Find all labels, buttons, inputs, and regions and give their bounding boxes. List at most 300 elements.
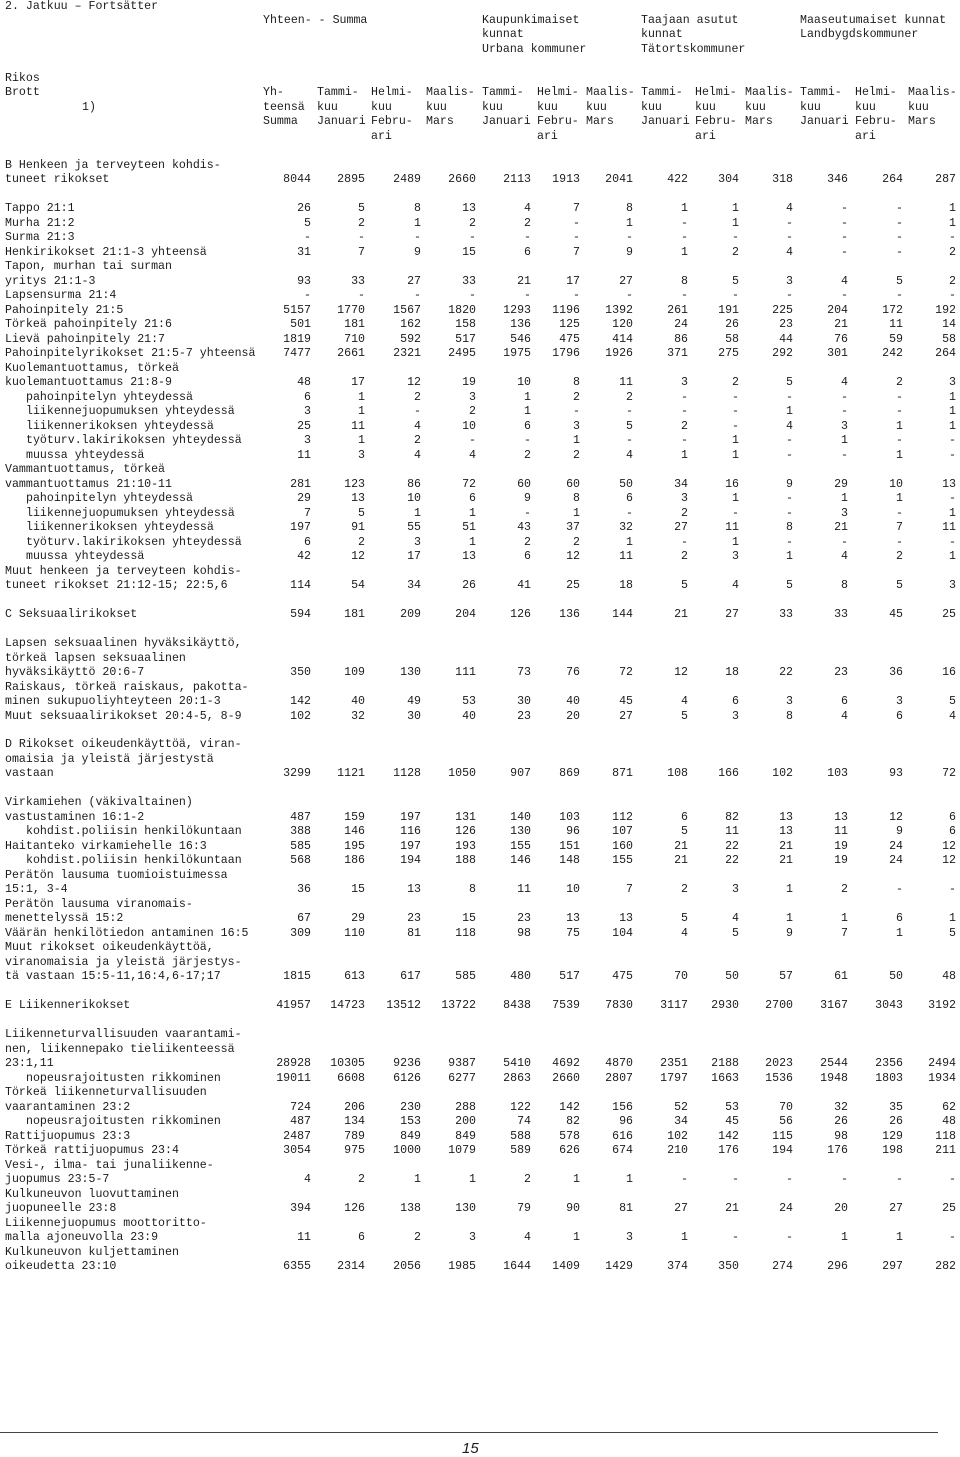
table-cell: - xyxy=(626,506,633,520)
table-cell: 4 xyxy=(524,202,531,216)
table-cell: 2 xyxy=(414,390,421,404)
table-cell: 198 xyxy=(882,1144,903,1158)
table-cell: 2 xyxy=(681,419,688,433)
table-cell: 129 xyxy=(882,1129,903,1143)
table-cell: 9 xyxy=(786,477,793,491)
table-cell: 907 xyxy=(510,767,531,781)
table-cell: - xyxy=(469,231,476,245)
table-cell: 81 xyxy=(619,1202,633,1216)
table-cell: 75 xyxy=(566,926,580,940)
table-cell: 23 xyxy=(407,912,421,926)
table-cell: 32 xyxy=(834,1100,848,1114)
table-cell: - xyxy=(358,289,365,303)
table-cell: 21 xyxy=(834,318,848,332)
table-cell: 1820 xyxy=(448,303,476,317)
footer-divider xyxy=(0,1432,938,1433)
table-cell: 91 xyxy=(351,521,365,535)
table-cell: 130 xyxy=(400,666,421,680)
row-label: Vesi-, ilma- tai junaliikenne- xyxy=(5,1158,214,1172)
table-cell: 592 xyxy=(400,332,421,346)
table-cell: 102 xyxy=(290,709,311,723)
table-cell: 29 xyxy=(297,492,311,506)
row-label: vastustaminen 16:1-2 xyxy=(5,810,145,824)
table-cell: 3054 xyxy=(283,1144,311,1158)
row-label: menettelyssä 15:2 xyxy=(5,912,124,926)
table-cell: 1079 xyxy=(448,1144,476,1158)
table-cell: 6 xyxy=(469,492,476,506)
table-cell: 103 xyxy=(559,810,580,824)
table-cell: 585 xyxy=(290,839,311,853)
table-cell: 21 xyxy=(725,1202,739,1216)
table-cell: 11 xyxy=(517,883,531,897)
table-cell: 6 xyxy=(524,550,531,564)
sub-row-label: muussa yhteydessä xyxy=(26,448,145,462)
row-label: tuneet rikokset 21:12-15; 22:5,6 xyxy=(5,579,228,593)
table-cell: 50 xyxy=(889,970,903,984)
table-cell: 33 xyxy=(779,608,793,622)
row-label: juopumus 23:5-7 xyxy=(5,1173,110,1187)
row-label: vaarantaminen 23:2 xyxy=(5,1100,131,1114)
table-cell: 1 xyxy=(469,506,476,520)
table-cell: 155 xyxy=(510,839,531,853)
row-label: Rattijuopumus 23:3 xyxy=(5,1129,131,1143)
row-label: tä vastaan 15:5-11,16:4,6-17;17 xyxy=(5,970,221,984)
table-cell: 195 xyxy=(344,839,365,853)
table-cell: 2 xyxy=(681,506,688,520)
table-cell: 13 xyxy=(407,883,421,897)
table-cell: - xyxy=(841,245,848,259)
table-cell: - xyxy=(896,390,903,404)
column-header: Januari xyxy=(800,115,849,129)
table-cell: 15 xyxy=(351,883,365,897)
row-label: Pahoinpitelyrikokset 21:5-7 yhteensä xyxy=(5,347,256,361)
table-cell: 2544 xyxy=(820,1057,848,1071)
table-cell: 388 xyxy=(290,825,311,839)
table-cell: - xyxy=(896,434,903,448)
table-cell: - xyxy=(681,1173,688,1187)
row-label: Perätön lausuma tuomioistuimessa xyxy=(5,868,228,882)
column-header: Januari xyxy=(641,115,690,129)
table-cell: 1 xyxy=(524,390,531,404)
table-cell: 546 xyxy=(510,332,531,346)
table-cell: 19011 xyxy=(276,1071,311,1085)
table-cell: 7 xyxy=(304,506,311,520)
table-cell: - xyxy=(524,289,531,303)
table-cell: 21 xyxy=(674,839,688,853)
table-cell: 19 xyxy=(834,839,848,853)
table-cell: 1 xyxy=(896,419,903,433)
table-cell: 197 xyxy=(290,521,311,535)
row-label: omaisia ja yleistä järjestystä xyxy=(5,752,214,766)
table-cell: 5 xyxy=(626,419,633,433)
sub-row-label: kohdist.poliisin henkilökuntaan xyxy=(26,825,242,839)
table-cell: - xyxy=(786,1173,793,1187)
table-cell: - xyxy=(732,390,739,404)
table-cell: 186 xyxy=(344,854,365,868)
table-cell: 93 xyxy=(297,274,311,288)
table-cell: 122 xyxy=(510,1100,531,1114)
table-cell: - xyxy=(896,1173,903,1187)
column-header: Febru- xyxy=(695,115,737,129)
row-label: yritys 21:1-3 xyxy=(5,274,96,288)
table-cell: 18 xyxy=(619,579,633,593)
table-cell: 350 xyxy=(290,666,311,680)
table-cell: 136 xyxy=(559,608,580,622)
table-cell: 3 xyxy=(304,434,311,448)
table-cell: 25 xyxy=(297,419,311,433)
table-cell: 70 xyxy=(674,970,688,984)
table-cell: 1644 xyxy=(503,1260,531,1274)
table-cell: 21 xyxy=(674,854,688,868)
table-cell: 130 xyxy=(510,825,531,839)
table-cell: 8 xyxy=(469,883,476,897)
table-cell: 158 xyxy=(455,318,476,332)
table-cell: 6 xyxy=(304,390,311,404)
table-cell: 6 xyxy=(896,709,903,723)
table-cell: - xyxy=(949,1173,956,1187)
table-cell: 43 xyxy=(517,521,531,535)
table-cell: 2023 xyxy=(765,1057,793,1071)
table-cell: 487 xyxy=(290,1115,311,1129)
table-cell: 62 xyxy=(942,1100,956,1114)
sub-row-label: pahoinpitelyn yhteydessä xyxy=(26,492,193,506)
table-cell: 10 xyxy=(407,492,421,506)
table-cell: 2489 xyxy=(393,173,421,187)
column-header: kuu xyxy=(641,100,662,114)
sub-row-label: työturv.lakirikoksen yhteydessä xyxy=(26,535,242,549)
table-cell: - xyxy=(732,506,739,520)
table-cell: 264 xyxy=(935,347,956,361)
table-cell: 16 xyxy=(942,666,956,680)
column-header: kuu xyxy=(695,100,716,114)
column-header: Januari xyxy=(482,115,531,129)
row-label: Muut rikokset oikeudenkäyttöä, xyxy=(5,941,214,955)
sub-row-label: liikennerikoksen yhteydessä xyxy=(26,521,214,535)
table-cell: 200 xyxy=(455,1115,476,1129)
column-header: kuu xyxy=(908,100,929,114)
table-cell: 31 xyxy=(297,245,311,259)
table-cell: 2188 xyxy=(711,1057,739,1071)
table-cell: 1 xyxy=(732,535,739,549)
table-cell: 9 xyxy=(524,492,531,506)
table-cell: 5 xyxy=(304,216,311,230)
column-header: Helmi- xyxy=(371,86,413,100)
table-cell: 318 xyxy=(772,173,793,187)
table-cell: 2660 xyxy=(448,173,476,187)
table-cell: 24 xyxy=(674,318,688,332)
table-cell: 674 xyxy=(612,1144,633,1158)
table-cell: 176 xyxy=(718,1144,739,1158)
table-cell: - xyxy=(949,1231,956,1245)
table-cell: 6 xyxy=(626,492,633,506)
table-cell: 297 xyxy=(882,1260,903,1274)
table-cell: - xyxy=(949,289,956,303)
table-cell: 1 xyxy=(841,912,848,926)
table-cell: 2 xyxy=(573,535,580,549)
table-cell: - xyxy=(524,231,531,245)
table-cell: 2314 xyxy=(337,1260,365,1274)
table-cell: 15 xyxy=(462,245,476,259)
table-cell: 9 xyxy=(896,825,903,839)
column-header: Maalis- xyxy=(426,86,475,100)
table-cell: 29 xyxy=(834,477,848,491)
table-cell: 4 xyxy=(732,579,739,593)
table-cell: 1 xyxy=(949,550,956,564)
table-cell: 1 xyxy=(896,448,903,462)
column-header: Mars xyxy=(586,115,614,129)
column-group-header: Kaupunkimaiset xyxy=(482,13,580,27)
table-cell: 275 xyxy=(718,347,739,361)
column-header: Mars xyxy=(426,115,454,129)
table-cell: 849 xyxy=(455,1129,476,1143)
table-cell: 153 xyxy=(400,1115,421,1129)
table-cell: 74 xyxy=(517,1115,531,1129)
table-cell: 849 xyxy=(400,1129,421,1143)
table-cell: 5 xyxy=(949,695,956,709)
column-group-header: kunnat xyxy=(641,28,683,42)
table-cell: 98 xyxy=(517,926,531,940)
row-label: D Rikokset oikeudenkäyttöä, viran- xyxy=(5,738,242,752)
table-cell: 10 xyxy=(566,883,580,897)
column-header: ari xyxy=(855,129,876,143)
table-cell: - xyxy=(469,434,476,448)
table-cell: 475 xyxy=(612,970,633,984)
table-cell: - xyxy=(786,434,793,448)
table-cell: 2660 xyxy=(552,1071,580,1085)
sub-row-label: liikennerikoksen yhteydessä xyxy=(26,419,214,433)
table-cell: 2 xyxy=(414,434,421,448)
table-cell: 36 xyxy=(297,883,311,897)
table-cell: 151 xyxy=(559,839,580,853)
table-cell: 2 xyxy=(896,550,903,564)
table-cell: 4870 xyxy=(605,1057,633,1071)
column-header: Maalis- xyxy=(745,86,794,100)
table-cell: 2 xyxy=(358,216,365,230)
table-cell: 49 xyxy=(407,695,421,709)
row-label: hyväksikäyttö 20:6-7 xyxy=(5,666,145,680)
table-cell: 4 xyxy=(524,1231,531,1245)
table-cell: 17 xyxy=(351,376,365,390)
table-cell: 11 xyxy=(725,521,739,535)
row-label: Kuolemantuottamus, törkeä xyxy=(5,361,179,375)
table-cell: 1 xyxy=(573,1231,580,1245)
table-cell: - xyxy=(681,231,688,245)
table-cell: 710 xyxy=(344,332,365,346)
column-header: kuu xyxy=(537,100,558,114)
table-cell: 871 xyxy=(612,767,633,781)
table-cell: 1 xyxy=(786,550,793,564)
table-cell: 11 xyxy=(942,521,956,535)
row-label: törkeä lapsen seksuaalinen xyxy=(5,651,186,665)
table-cell: 21 xyxy=(517,274,531,288)
table-cell: - xyxy=(732,231,739,245)
table-cell: 13 xyxy=(566,912,580,926)
table-cell: - xyxy=(414,289,421,303)
table-cell: 3 xyxy=(841,419,848,433)
sub-row-label: liikennejuopumuksen yhteydessä xyxy=(26,506,235,520)
table-cell: - xyxy=(896,289,903,303)
table-cell: 2 xyxy=(524,448,531,462)
table-cell: 346 xyxy=(827,173,848,187)
table-cell: 2056 xyxy=(393,1260,421,1274)
table-cell: 1 xyxy=(358,390,365,404)
table-cell: 3 xyxy=(949,376,956,390)
table-cell: 7 xyxy=(573,245,580,259)
table-cell: 181 xyxy=(344,608,365,622)
table-cell: 4 xyxy=(304,1173,311,1187)
table-cell: - xyxy=(681,289,688,303)
table-cell: 2 xyxy=(732,245,739,259)
table-cell: 1948 xyxy=(820,1071,848,1085)
table-cell: - xyxy=(841,405,848,419)
table-cell: 86 xyxy=(674,332,688,346)
table-cell: 4 xyxy=(786,202,793,216)
table-cell: 3 xyxy=(841,506,848,520)
table-cell: 197 xyxy=(400,810,421,824)
table-cell: 192 xyxy=(935,303,956,317)
table-cell: 96 xyxy=(619,1115,633,1129)
table-cell: 7539 xyxy=(552,999,580,1013)
table-cell: 8 xyxy=(786,709,793,723)
table-cell: 58 xyxy=(942,332,956,346)
table-cell: 25 xyxy=(942,608,956,622)
table-cell: 176 xyxy=(827,1144,848,1158)
table-cell: 1 xyxy=(786,912,793,926)
table-cell: 107 xyxy=(612,825,633,839)
column-header: Tammi- xyxy=(800,86,842,100)
table-cell: 172 xyxy=(882,303,903,317)
table-cell: 12 xyxy=(407,376,421,390)
table-cell: 197 xyxy=(400,839,421,853)
row-label: 23:1,11 xyxy=(5,1057,54,1071)
column-group-header: Yhteen- - Summa xyxy=(263,13,368,27)
table-cell: - xyxy=(786,535,793,549)
table-cell: 166 xyxy=(718,767,739,781)
table-cell: 1 xyxy=(841,492,848,506)
table-cell: 9387 xyxy=(448,1057,476,1071)
table-cell: 1409 xyxy=(552,1260,580,1274)
table-cell: 93 xyxy=(889,767,903,781)
table-cell: 274 xyxy=(772,1260,793,1274)
table-cell: 1293 xyxy=(503,303,531,317)
table-cell: 21 xyxy=(674,608,688,622)
table-cell: 1050 xyxy=(448,767,476,781)
table-cell: 48 xyxy=(942,1115,956,1129)
table-cell: 3117 xyxy=(660,999,688,1013)
table-cell: 281 xyxy=(290,477,311,491)
table-cell: 2 xyxy=(732,376,739,390)
table-cell: 22 xyxy=(725,839,739,853)
table-cell: - xyxy=(786,289,793,303)
table-cell: 206 xyxy=(344,1100,365,1114)
column-header: Januari xyxy=(317,115,366,129)
column-header: Febru- xyxy=(537,115,579,129)
table-cell: 22 xyxy=(725,854,739,868)
table-cell: 156 xyxy=(612,1100,633,1114)
table-cell: 1 xyxy=(414,216,421,230)
table-cell: - xyxy=(896,883,903,897)
table-cell: 617 xyxy=(400,970,421,984)
table-cell: 82 xyxy=(725,810,739,824)
column-group-header: kunnat xyxy=(482,28,524,42)
table-cell: 1796 xyxy=(552,347,580,361)
table-cell: 4 xyxy=(841,376,848,390)
row-label: minen sukupuoliyhteyteen 20:1-3 xyxy=(5,695,221,709)
table-cell: - xyxy=(896,405,903,419)
table-cell: 27 xyxy=(674,1202,688,1216)
table-cell: 5 xyxy=(732,274,739,288)
table-cell: 70 xyxy=(779,1100,793,1114)
table-cell: 1 xyxy=(949,202,956,216)
table-cell: 517 xyxy=(455,332,476,346)
table-cell: 3 xyxy=(304,405,311,419)
table-cell: 6 xyxy=(896,912,903,926)
table-cell: 7 xyxy=(626,883,633,897)
table-cell: 27 xyxy=(889,1202,903,1216)
table-cell: 26 xyxy=(834,1115,848,1129)
table-cell: 1 xyxy=(469,535,476,549)
table-cell: 72 xyxy=(942,767,956,781)
table-cell: 116 xyxy=(400,825,421,839)
table-cell: 27 xyxy=(619,709,633,723)
table-cell: 1196 xyxy=(552,303,580,317)
table-cell: 33 xyxy=(351,274,365,288)
table-cell: 5 xyxy=(358,506,365,520)
table-cell: - xyxy=(949,448,956,462)
table-cell: 8 xyxy=(573,492,580,506)
table-cell: 2 xyxy=(414,1231,421,1245)
table-cell: 8438 xyxy=(503,999,531,1013)
table-cell: 2 xyxy=(681,883,688,897)
table-cell: - xyxy=(681,535,688,549)
table-cell: 7477 xyxy=(283,347,311,361)
table-cell: 1 xyxy=(949,419,956,433)
table-cell: - xyxy=(786,1231,793,1245)
column-header: ari xyxy=(537,129,558,143)
table-cell: 162 xyxy=(400,318,421,332)
table-cell: 57 xyxy=(779,970,793,984)
table-cell: 1663 xyxy=(711,1071,739,1085)
table-cell: 4 xyxy=(681,926,688,940)
table-cell: 5 xyxy=(681,579,688,593)
table-cell: 10 xyxy=(462,419,476,433)
table-cell: 32 xyxy=(619,521,633,535)
table-cell: 4 xyxy=(414,448,421,462)
table-cell: 73 xyxy=(517,666,531,680)
table-cell: - xyxy=(524,434,531,448)
table-cell: 159 xyxy=(344,810,365,824)
table-cell: 5 xyxy=(732,926,739,940)
table-cell: 2895 xyxy=(337,173,365,187)
column-header: Febru- xyxy=(371,115,413,129)
table-cell: 414 xyxy=(612,332,633,346)
table-cell: 6 xyxy=(949,810,956,824)
table-cell: - xyxy=(841,535,848,549)
table-cell: 48 xyxy=(297,376,311,390)
table-cell: 28928 xyxy=(276,1057,311,1071)
row-label: vastaan xyxy=(5,767,54,781)
sub-row-label: kohdist.poliisin henkilökuntaan xyxy=(26,854,242,868)
table-cell: 13 xyxy=(942,477,956,491)
row-label: C Seksuaalirikokset xyxy=(5,608,138,622)
table-cell: 138 xyxy=(400,1202,421,1216)
table-cell: 7 xyxy=(573,202,580,216)
row-label: Liikenneturvallisuuden vaarantami- xyxy=(5,1028,242,1042)
table-cell: 30 xyxy=(517,695,531,709)
row-label: Perätön lausuma viranomais- xyxy=(5,897,193,911)
table-cell: 2 xyxy=(524,216,531,230)
table-cell: 10305 xyxy=(330,1057,365,1071)
